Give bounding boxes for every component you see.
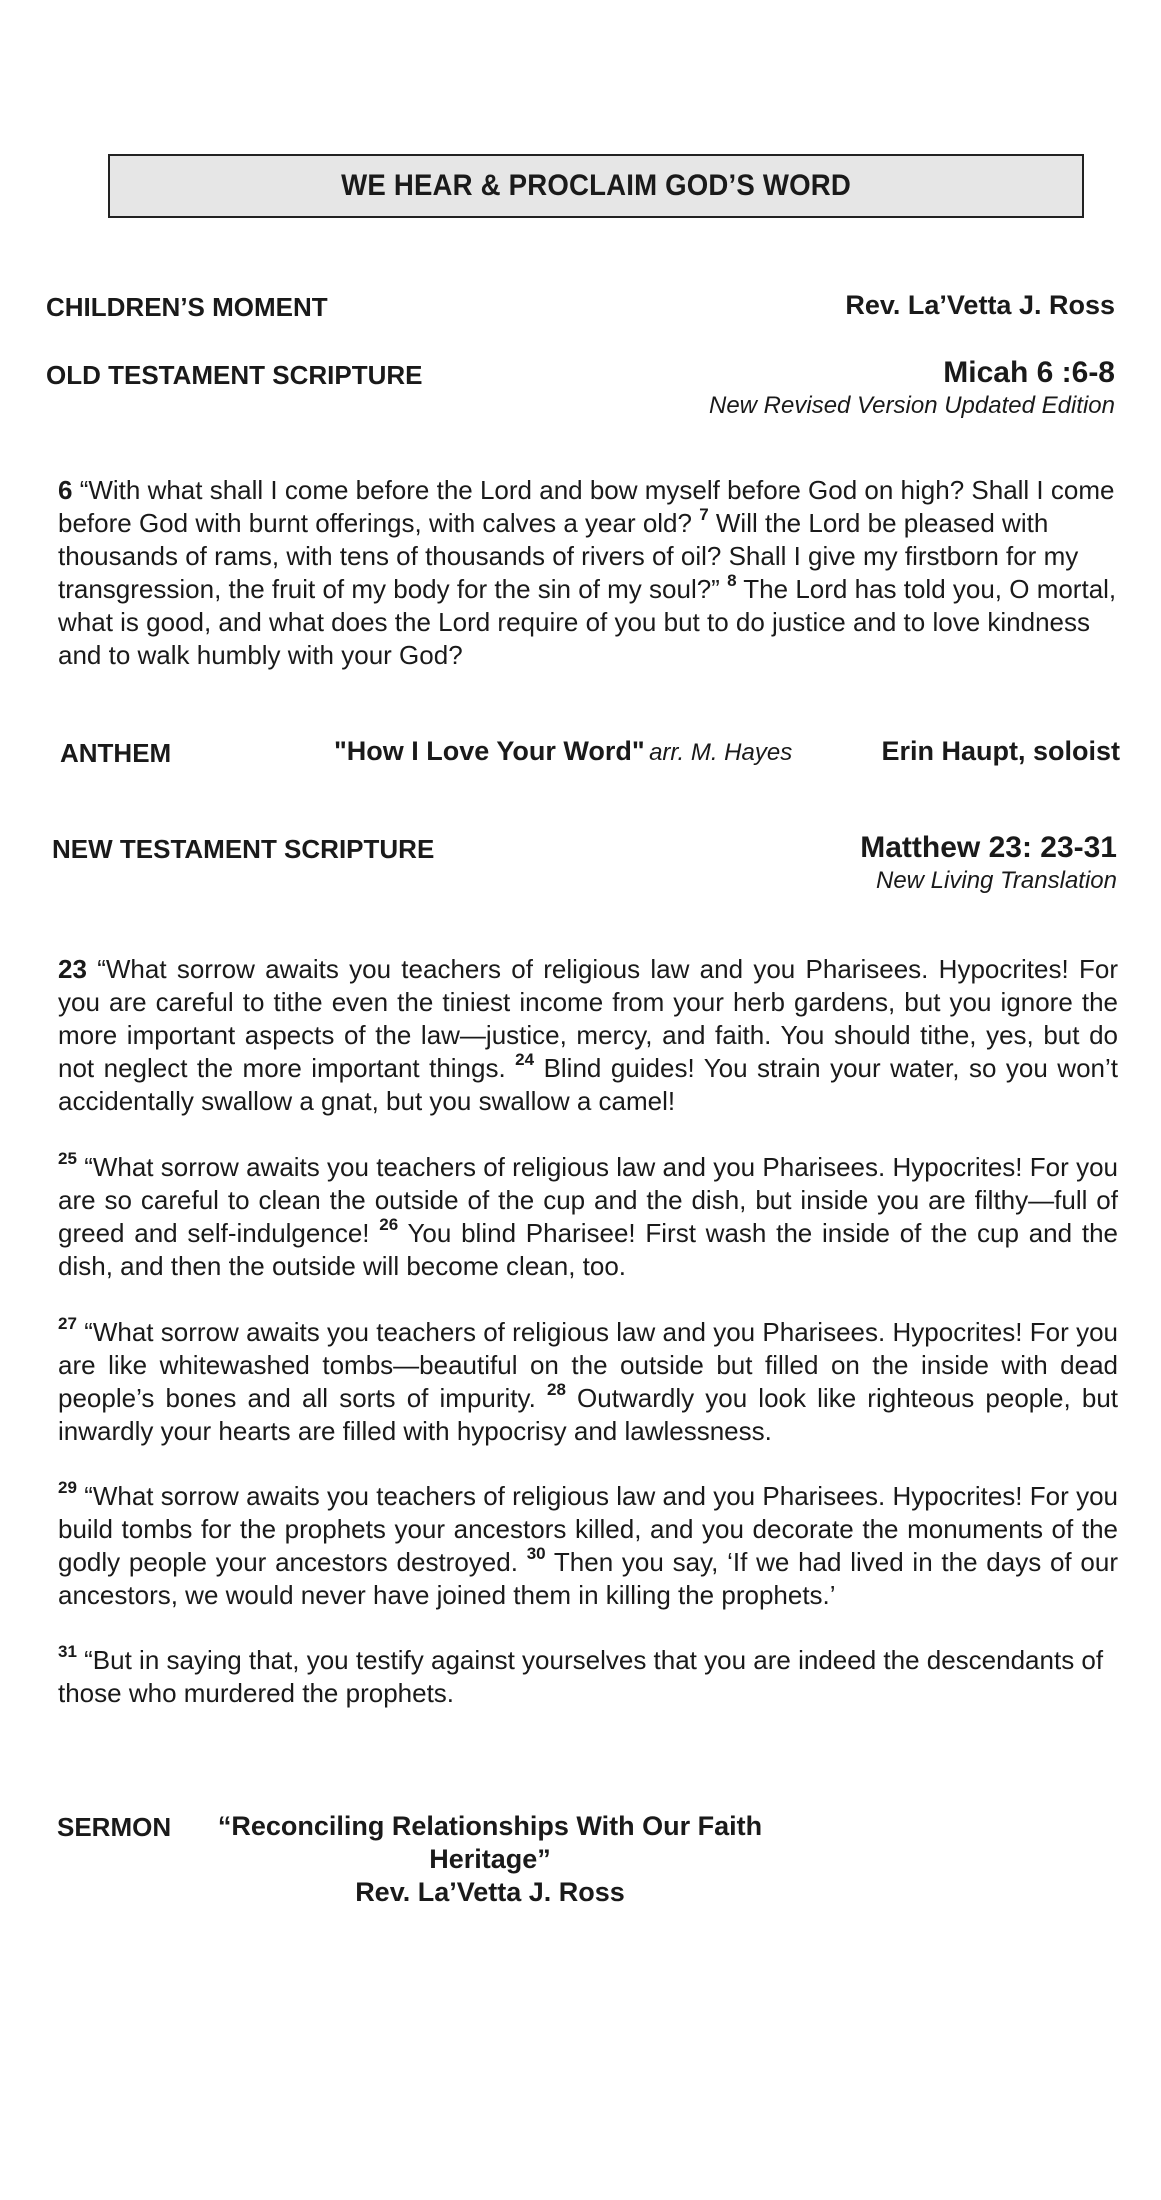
new-testament-paragraph <box>58 1644 1118 1710</box>
verse-text: Outwardly you look like righteous people, but inwardly your hearts are filled with hypocrisy and lawlessness. <box>58 1383 1119 1446</box>
sermon-title: “Reconciling Relationships With Our Faith Heritage” <box>217 1811 763 1874</box>
verse-text: “What sorrow awaits you teachers of religious law and you Pharisees. Hypocrites! For you are so careful to clean the outside of the cup and the dish, but inside you are filthy—full of greed and self-indulgence! <box>58 1152 1118 1248</box>
anthem-arranger: arr. M. Hayes <box>649 739 793 766</box>
verse-text: Then you say, ‘If we had lived in the days of our ancestors, we would never have joined them in killing the prophets.’ <box>58 1547 1118 1610</box>
anthem-label: ANTHEM <box>60 738 172 768</box>
verse-text: “What sorrow awaits you teachers of religious law and you Pharisees. Hypocrites! For you are like whitewashed tombs—beautiful on the outside but filled on the inside with dead people’s bones and all sorts of impurity. <box>58 1317 1118 1413</box>
old-testament-label: OLD TESTAMENT SCRIPTURE <box>46 360 423 390</box>
section-header-box <box>108 154 1084 218</box>
new-testament-paragraph <box>58 1480 1118 1612</box>
verse-number: 29 <box>58 1478 77 1498</box>
verse-number: 26 <box>379 1215 399 1235</box>
old-testament-passage <box>58 474 1128 672</box>
anthem-title: "How I Love Your Word" <box>334 736 645 766</box>
childrens-moment-leader: Rev. La’Vetta J. Ross <box>845 290 1115 320</box>
verse-text: Will the Lord be pleased with thousands of rams, with tens of thousands of rivers of oil? Shall I give my firstborn for my transgression, the fruit of my body for the sin of my soul?” <box>58 508 1079 604</box>
sermon-label: SERMON <box>57 1812 172 1842</box>
verse-number: 27 <box>58 1314 77 1334</box>
old-testament-reference: Micah 6 :6-8 <box>943 356 1115 389</box>
verse-number: 25 <box>58 1149 77 1169</box>
verse-number: 23 <box>58 954 87 984</box>
verse-text: The Lord has told you, O mortal, what is good, and what does the Lord require of you but to do justice and to love kindness and to walk humbly with your God? <box>58 574 1117 670</box>
anthem-performer: Erin Haupt, soloist <box>881 736 1120 766</box>
old-testament-version: New Revised Version Updated Edition <box>709 392 1115 419</box>
verse-number: 8 <box>727 571 737 591</box>
verse-text: “But in saying that, you testify against yourselves that you are indeed the descendants of those who murdered the prophets. <box>58 1645 1104 1708</box>
childrens-moment-label: CHILDREN’S MOMENT <box>46 292 328 322</box>
verse-number: 6 <box>58 475 73 505</box>
verse-number: 7 <box>699 505 709 525</box>
verse-text: Blind guides! You strain your water, so you won’t accidentally swallow a gnat, but you swallow a camel! <box>58 1053 1118 1116</box>
verse-number: 30 <box>526 1544 546 1564</box>
verse-number: 24 <box>515 1050 535 1070</box>
verse-number: 31 <box>58 1642 77 1662</box>
anthem-title-line <box>334 736 792 767</box>
new-testament-paragraph <box>58 1151 1118 1283</box>
verse-text: You blind Pharisee! First wash the inside of the cup and the dish, and then the outside will become clean, too. <box>58 1218 1118 1281</box>
section-header-title: WE HEAR & PROCLAIM GOD’S WORD <box>341 169 851 202</box>
new-testament-paragraph <box>58 1316 1118 1448</box>
verse-text: “What sorrow awaits you teachers of religious law and you Pharisees. Hypocrites! For you are careful to tithe even the tiniest income from your herb gardens, but you ignore the more important aspects of the law—justice, mercy, and faith. You should tithe, yes, but do not neglect the more important things. <box>58 954 1118 1083</box>
verse-text: “What sorrow awaits you teachers of religious law and you Pharisees. Hypocrites! For you build tombs for the prophets your ancestors killed, and you decorate the monuments of the godly people your ancestors destroyed. <box>58 1481 1118 1577</box>
verse-number: 28 <box>546 1380 566 1400</box>
new-testament-paragraph <box>58 953 1118 1118</box>
sermon-preacher: Rev. La’Vetta J. Ross <box>355 1877 625 1907</box>
sermon-block <box>180 1810 800 1909</box>
new-testament-version: New Living Translation <box>876 867 1117 894</box>
new-testament-reference: Matthew 23: 23-31 <box>860 831 1117 864</box>
new-testament-label: NEW TESTAMENT SCRIPTURE <box>52 834 435 864</box>
verse-text: “With what shall I come before the Lord and bow myself before God on high? Shall I come before God with burnt offerings, with calves a year old? <box>58 475 1115 538</box>
